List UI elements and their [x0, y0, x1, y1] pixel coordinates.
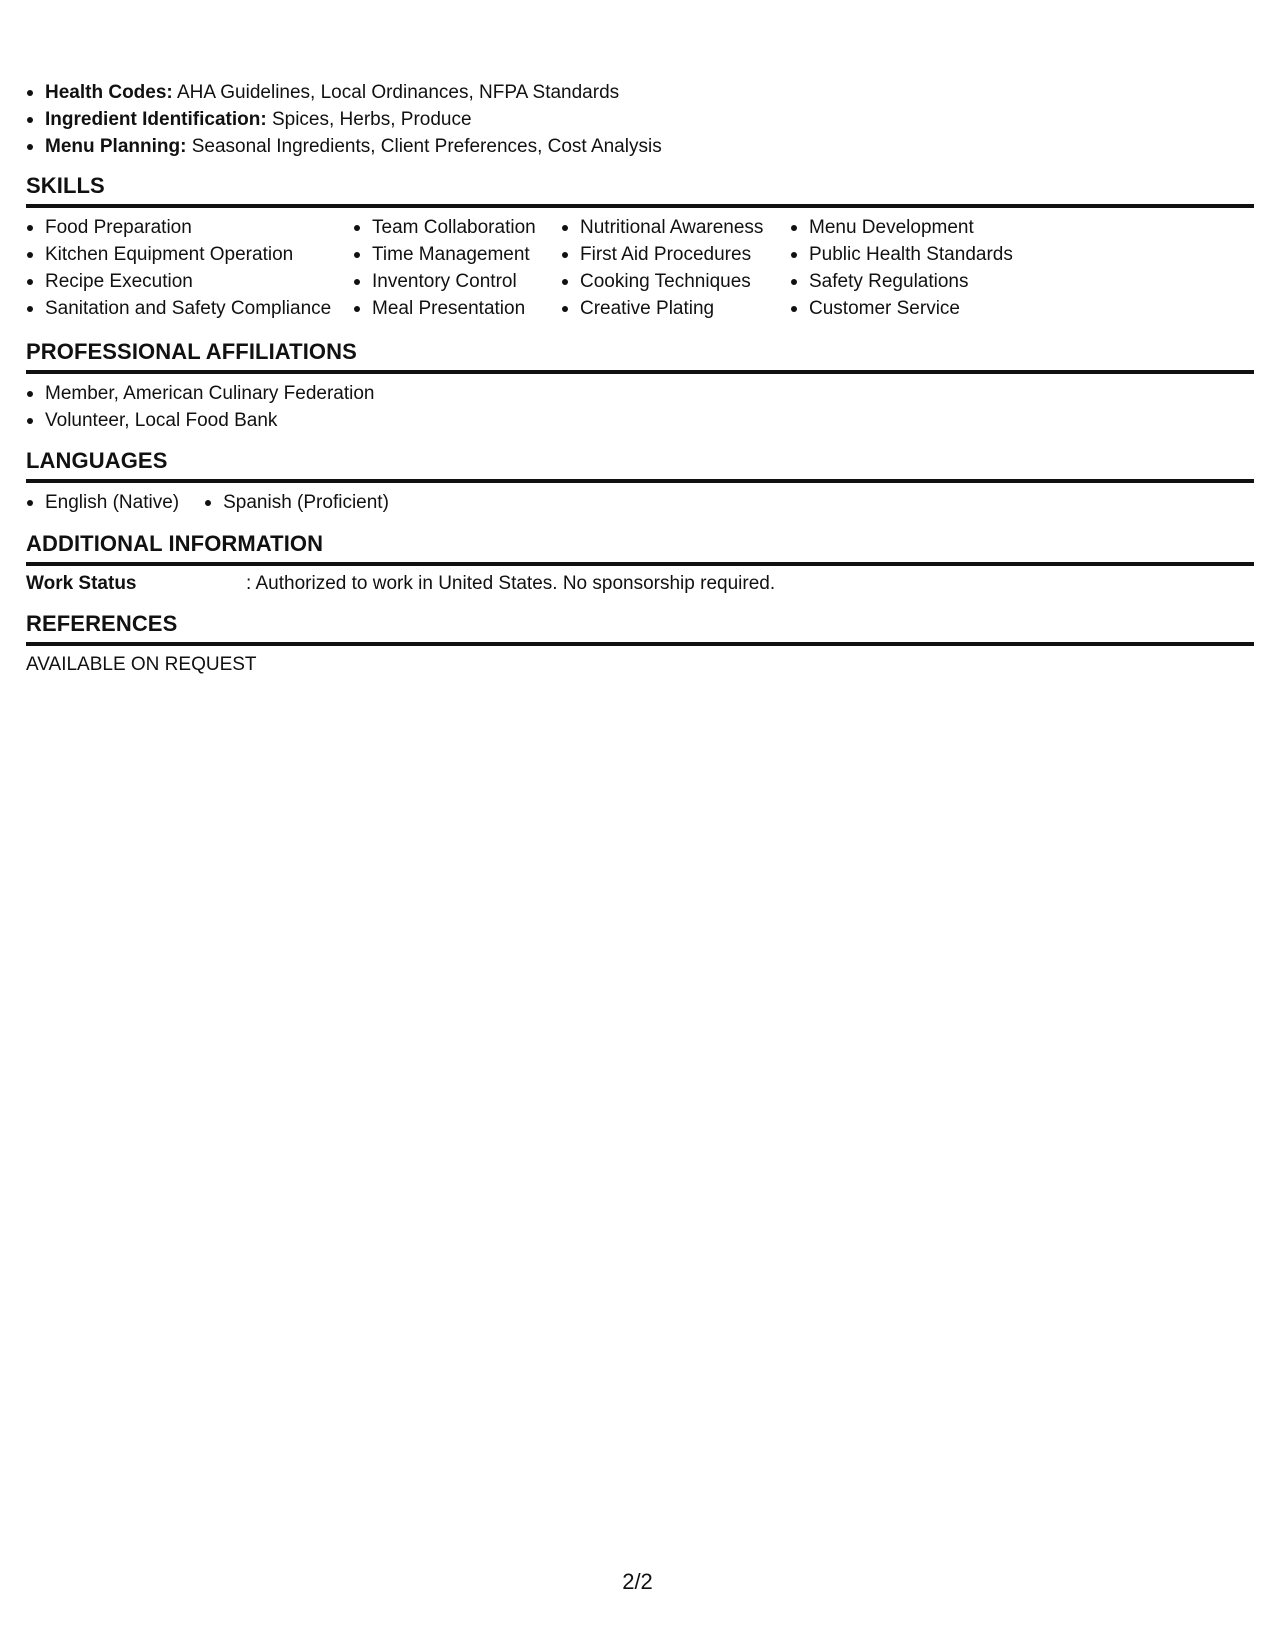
affiliation-item: Member, American Culinary Federation [26, 380, 1254, 407]
skill-item: Safety Regulations [790, 268, 1013, 295]
skill-item: Recipe Execution [26, 268, 331, 295]
references-section [26, 610, 1254, 678]
item-text: Seasonal Ingredients, Client Preferences, Cost Analysis [186, 136, 662, 157]
work-status-value: : Authorized to work in United States. No sponsorship required. [246, 573, 776, 594]
work-status-row [26, 570, 1254, 597]
skill-item: Cooking Techniques [561, 268, 763, 295]
skill-item: First Aid Procedures [561, 241, 763, 268]
section-title: LANGUAGES [26, 447, 1254, 483]
skills-column [790, 214, 1013, 322]
skill-item: Kitchen Equipment Operation [26, 241, 331, 268]
list-item [26, 106, 662, 133]
skills-column [26, 214, 331, 322]
references-text: AVAILABLE ON REQUEST [26, 654, 257, 675]
skills-section [26, 172, 1254, 324]
item-text: AHA Guidelines, Local Ordinances, NFPA Standards [172, 82, 620, 103]
skill-item: Team Collaboration [353, 214, 536, 241]
affiliations-section [26, 338, 1254, 434]
work-status-label: Work Status [26, 573, 137, 594]
language-item: English (Native) [26, 489, 179, 516]
skill-item: Meal Presentation [353, 295, 536, 322]
list-item [26, 79, 662, 106]
page-number: 2/2 [622, 1569, 653, 1594]
skill-item: Public Health Standards [790, 241, 1013, 268]
section-title: SKILLS [26, 172, 1254, 208]
section-title: PROFESSIONAL AFFILIATIONS [26, 338, 1254, 374]
additional-info-section [26, 530, 1254, 597]
item-label: Ingredient Identification: [45, 109, 267, 130]
languages-list [26, 489, 1254, 516]
list-item [26, 133, 662, 160]
item-text: Spices, Herbs, Produce [266, 109, 472, 130]
skill-item: Sanitation and Safety Compliance [26, 295, 331, 322]
skill-item: Customer Service [790, 295, 1013, 322]
skill-item: Time Management [353, 241, 536, 268]
skill-item: Menu Development [790, 214, 1013, 241]
skill-item: Food Preparation [26, 214, 331, 241]
section-title: REFERENCES [26, 610, 1254, 646]
skill-item: Creative Plating [561, 295, 763, 322]
skill-item: Inventory Control [353, 268, 536, 295]
item-label: Health Codes: [45, 82, 173, 103]
section-title: ADDITIONAL INFORMATION [26, 530, 1254, 566]
affiliations-list [26, 380, 1254, 434]
languages-section [26, 447, 1254, 516]
skill-item: Nutritional Awareness [561, 214, 763, 241]
skills-column [561, 214, 763, 322]
knowledge-list [26, 79, 662, 160]
skills-column [353, 214, 536, 322]
language-item: Spanish (Proficient) [204, 489, 389, 516]
item-label: Menu Planning: [45, 136, 187, 157]
skills-columns [26, 214, 1254, 324]
affiliation-item: Volunteer, Local Food Bank [26, 407, 1254, 434]
